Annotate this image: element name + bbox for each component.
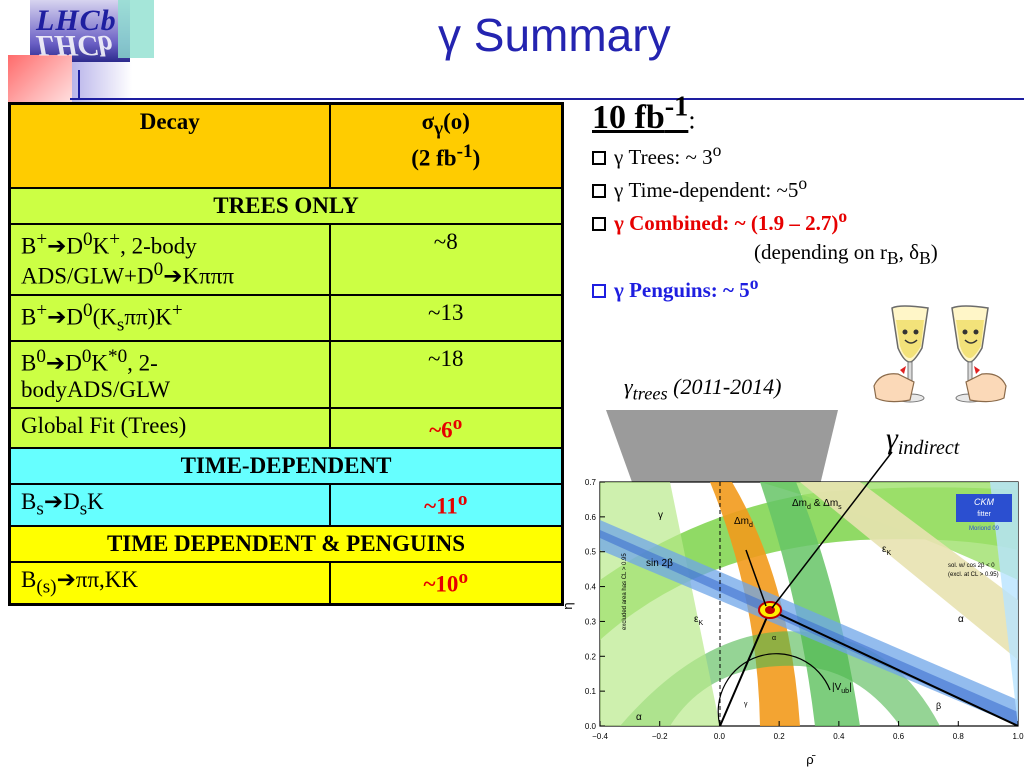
value-cell: ~8 — [330, 224, 563, 295]
decay-cell: $B^+➔D^0K^+$, 2-body ADS/$GLW+D^0➔K\pi\pi\pi$ — [10, 224, 330, 295]
y-tick-label: 0.6 — [584, 512, 596, 522]
x-tick-label: 0.0 — [713, 732, 725, 741]
label-dmd-dms: $\Delta m_d$ & $\Delta m_s$ — [792, 498, 842, 511]
summary-table — [8, 102, 564, 606]
label-alpha-small: α — [772, 635, 777, 642]
decay-cell: Global Fit (Trees) — [10, 408, 330, 449]
x-tick-label: 1.0 — [1012, 732, 1024, 741]
slide-title: γ Summary — [438, 9, 671, 61]
label-eps-k-2: $\varepsilon_K$ — [694, 614, 704, 627]
label-alpha-right: α — [958, 614, 964, 625]
value-cell: ~11$^o$ — [330, 484, 563, 526]
header-decay: Decay — [10, 104, 330, 188]
logo-text: LHCb — [36, 4, 117, 37]
y-axis-label: η̄ — [560, 602, 575, 610]
x-axis-label: ρ̄ — [806, 752, 814, 767]
decay-cell: $B_s➔D_sK$ — [10, 484, 330, 526]
ckm-unitarity-plot — [560, 400, 1024, 768]
bullet-timedep: γ Time-dependent: ~5$^o$ — [592, 173, 1012, 203]
x-tick-label: 0.2 — [773, 732, 785, 741]
x-tick-label: 0.8 — [952, 732, 964, 741]
y-tick-label: 0.7 — [584, 478, 596, 487]
y-tick-label: 0.2 — [584, 652, 596, 662]
table-row — [10, 562, 563, 604]
logo-red-block — [8, 55, 72, 103]
table-row — [10, 408, 563, 449]
badge-mid: fitter — [977, 511, 991, 518]
label-gamma-small: γ — [744, 701, 748, 708]
x-tick-label: 0.6 — [893, 732, 905, 741]
section-row-penguins — [10, 526, 563, 562]
value-cell: ~10$^o$ — [330, 562, 563, 604]
luminosity-heading: 10 $fb^{-1}$: — [592, 92, 696, 137]
checkbox-bullet-icon — [592, 184, 606, 198]
checkbox-bullet-icon — [592, 284, 606, 298]
table-header-row — [10, 104, 563, 188]
x-tick-label: −0.2 — [651, 732, 668, 741]
label-gamma: γ — [658, 510, 663, 521]
label-dmd: $\Delta m_d$ — [734, 516, 753, 529]
section-timedep: TIME-DEPENDENT — [10, 448, 563, 484]
decay-cell: $B_{(s)}➔\pi\pi,KK$ — [10, 562, 330, 604]
section-trees: TREES ONLY — [10, 188, 563, 224]
table-row — [10, 224, 563, 295]
y-tick-label: 0.1 — [584, 687, 596, 697]
bullet-trees: γ Trees: ~ 3$^o$ — [592, 140, 1012, 170]
logo-teal-block — [118, 0, 154, 58]
header-vertical-line — [78, 70, 80, 100]
badge-bot: Moriond 09 — [968, 526, 1000, 532]
decay-cell: $B^0➔D^0K^{*0}$, 2- bodyADS/GLW — [10, 341, 330, 408]
y-tick-label: 0.0 — [584, 722, 596, 731]
luminosity-summary — [592, 92, 1012, 303]
table-row — [10, 295, 563, 341]
checkbox-bullet-icon — [592, 217, 606, 231]
value-cell: ~18 — [330, 341, 563, 408]
badge-top: CKM — [974, 497, 994, 507]
label-beta: β — [936, 701, 942, 711]
gamma-indirect-label: $\gamma_{indirect}$ — [886, 422, 960, 459]
label-eps-k: $\varepsilon_K$ — [882, 544, 892, 557]
x-tick-label: −0.4 — [592, 732, 608, 741]
y-tick-label: 0.3 — [584, 617, 596, 627]
gamma-trees-label: $\gamma_{trees}$ (2011-2014) — [624, 374, 782, 404]
value-cell: ~6$^o$ — [330, 408, 563, 449]
section-row-trees — [10, 188, 563, 224]
header-sigma: $\sigma_\gamma(o)$ (2 $fb^{-1}$) — [330, 104, 563, 188]
section-row-timedep — [10, 448, 563, 484]
label-vub: $|V_{ub}|$ — [832, 682, 852, 695]
cos2beta-note-2: (excl. at CL > 0.95) — [948, 572, 999, 578]
excluded-area-note: excluded area has CL > 0.95 — [622, 553, 628, 630]
section-penguins: TIME DEPENDENT & PENGUINS — [10, 526, 563, 562]
decay-cell: $B^+➔D^0(K_s\pi\pi)K^+$ — [10, 295, 330, 341]
logo-text-reflection: LHCb — [36, 29, 113, 62]
cos2beta-note: sol. w/ cos 2β < 0 — [948, 563, 995, 569]
dependence-note: (depending on $r_B$, $\delta_B$) — [754, 240, 938, 269]
x-tick-label: 0.4 — [833, 732, 845, 741]
logo-purple-block — [72, 62, 132, 102]
label-sin2b: sin 2β — [646, 558, 673, 569]
lhcb-logo — [0, 0, 160, 100]
bullet-combined: γ Combined: ~ (1.9 – 2.7)$^o$ — [592, 206, 1012, 236]
bullet-penguins: γ Penguins: ~ 5$^o$ — [592, 273, 1012, 303]
y-tick-label: 0.5 — [584, 547, 596, 557]
table-row — [10, 484, 563, 526]
table-row — [10, 341, 563, 408]
label-alpha-left: α — [636, 712, 642, 723]
checkbox-bullet-icon — [592, 151, 606, 165]
y-tick-label: 0.4 — [584, 582, 596, 592]
value-cell: ~13 — [330, 295, 563, 341]
champagne-toast-icon — [870, 300, 1010, 415]
